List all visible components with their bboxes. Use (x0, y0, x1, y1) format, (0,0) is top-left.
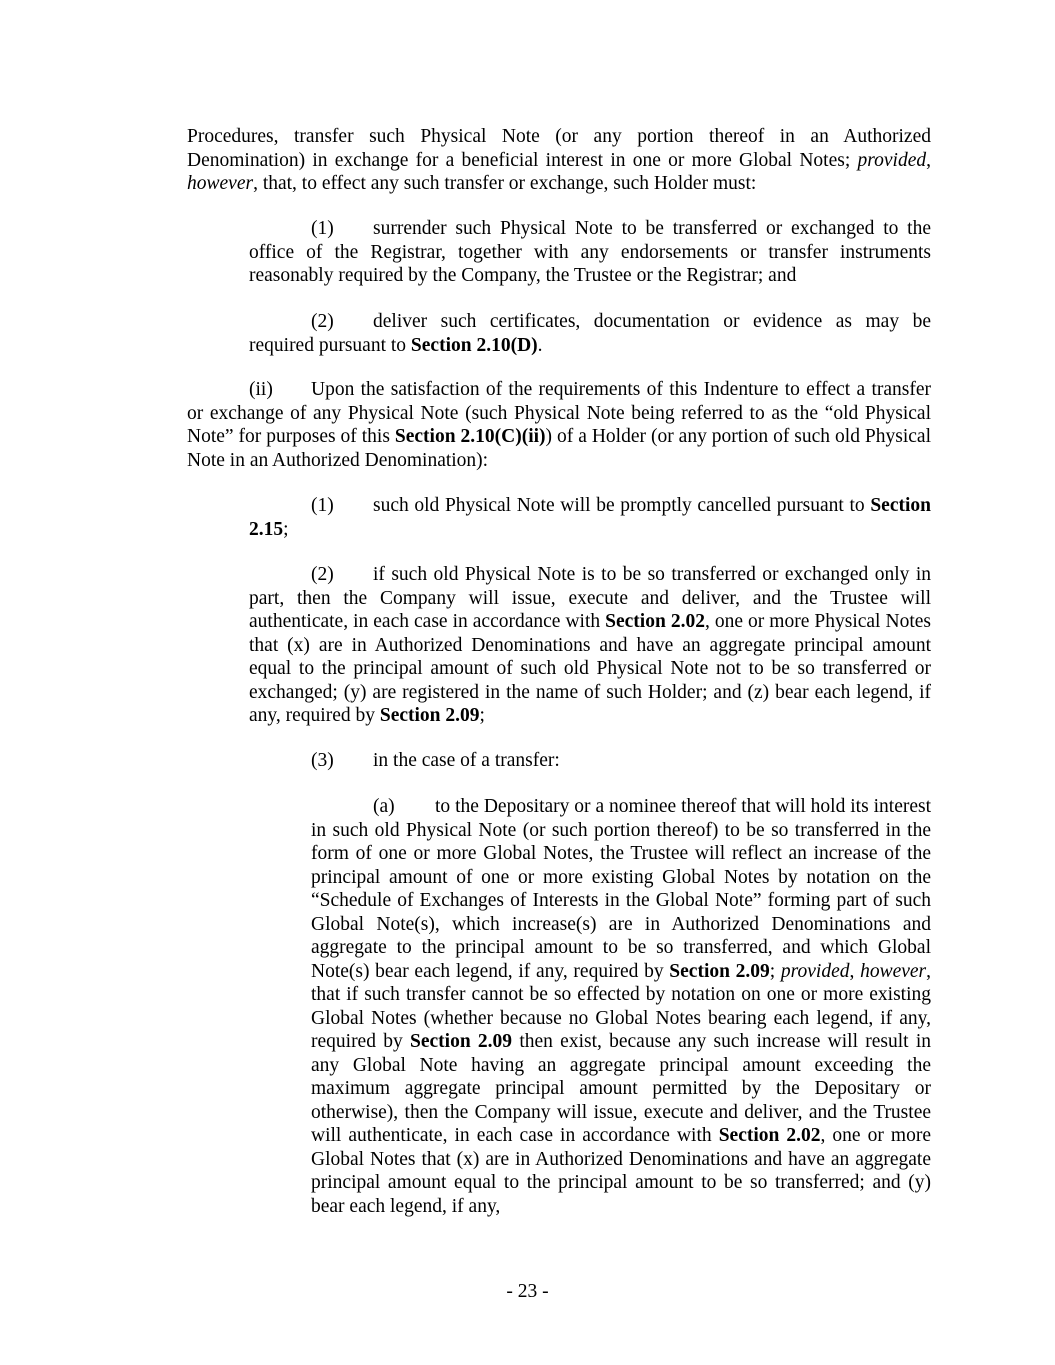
clause-1-cancelled: (1) such old Physical Note will be promptly cancelled pursuant to Section 2.15; (249, 495, 931, 540)
section-ref: Section 2.09 (410, 1031, 513, 1052)
clause-3-transfer: (3) in the case of a transfer: (311, 750, 560, 771)
page-number: - 23 - (506, 1281, 549, 1302)
clause-2-partial-transfer: (2) if such old Physical Note is to be so transferred or exchanged only in part, then the Company will issue, execute and deliver, and the Trustee will authenticate, in each case in accordance with Section 2.02, one or more Physical Notes that (x) are in Authorized Denominations and have an aggregate principal amount equal to the principal amount of such old Physical Note not to be so transferred or exchanged; (y) are registered in the name of such Holder; and (z) bear each legend, if any, required by Section 2.09; (249, 564, 931, 726)
paragraph-procedures: Procedures, transfer such Physical Note (or any portion thereof in an Authorized Denomination) in exchange for a beneficial interest in one or more Global Notes; provided, however, that, to effect any such transfer or exchange, such Holder must: (187, 126, 931, 194)
section-ref: Section 2.10(C)(ii) (394, 426, 546, 447)
section-ref: Section 2.02 (605, 611, 705, 632)
section-ref: Section 2.09 (379, 705, 480, 726)
section-ref: Section 2.02 (718, 1125, 821, 1146)
section-ref: Section 2.09 (669, 960, 770, 982)
section-ref: Section 2.15 (249, 495, 931, 540)
clause-2-deliver: (2) deliver such certificates, documentation or evidence as may be required pursuant to Section 2.10(D). (249, 311, 931, 356)
clause-a-depositary: (a) to the Depositary or a nominee thereof that will hold its interest in such old Physical Note (or such portion thereof) to be so transferred in the form of one or more Global Notes, the Trustee will reflect an increase of the principal amount of one or more existing Global Notes by notation on the “Schedule of Exchanges of Interests in the Global Note” forming part of such Global Note(s), which increase(s) are in Authorized Denominations and aggregate to the principal amount to be so transferred, and which Global Note(s) bear each legend, if any, required by Section 2.09; provided, however, that if such transfer cannot be so effected by notation on one or more existing Global Notes (whether because no Global Notes bearing each legend, if any, required by Section 2.09 then exist, because any such increase will result in any Global Note having an aggregate principal amount exceeding the maximum aggregate principal amount permitted by the Depositary or otherwise), then the Company will issue, execute and deliver, and the Trustee will authenticate, in each case in accordance with Section 2.02, one or more Global Notes that (x) are in Authorized Denominations and have an aggregate principal amount equal to the principal amount to be so transferred; and (y) bear each legend, if any, (311, 796, 932, 1217)
clause-1-surrender: (1) surrender such Physical Note to be transferred or exchanged to the office of the Registrar, together with any endorsements or transfer instruments reasonably required by the Company, the Trustee or the Registrar; and (249, 218, 931, 286)
section-ref: Section 2.10(D) (410, 334, 538, 356)
clause-ii-satisfaction: (ii) Upon the satisfaction of the requirements of this Indenture to effect a transfer or exchange of any Physical Note (such Physical Note being referred to as the “old Physical Note” for purposes of this Section 2.10(C)(ii)) of a Holder (or any portion of such old Physical Note in an Authorized Denomination): (187, 379, 931, 471)
